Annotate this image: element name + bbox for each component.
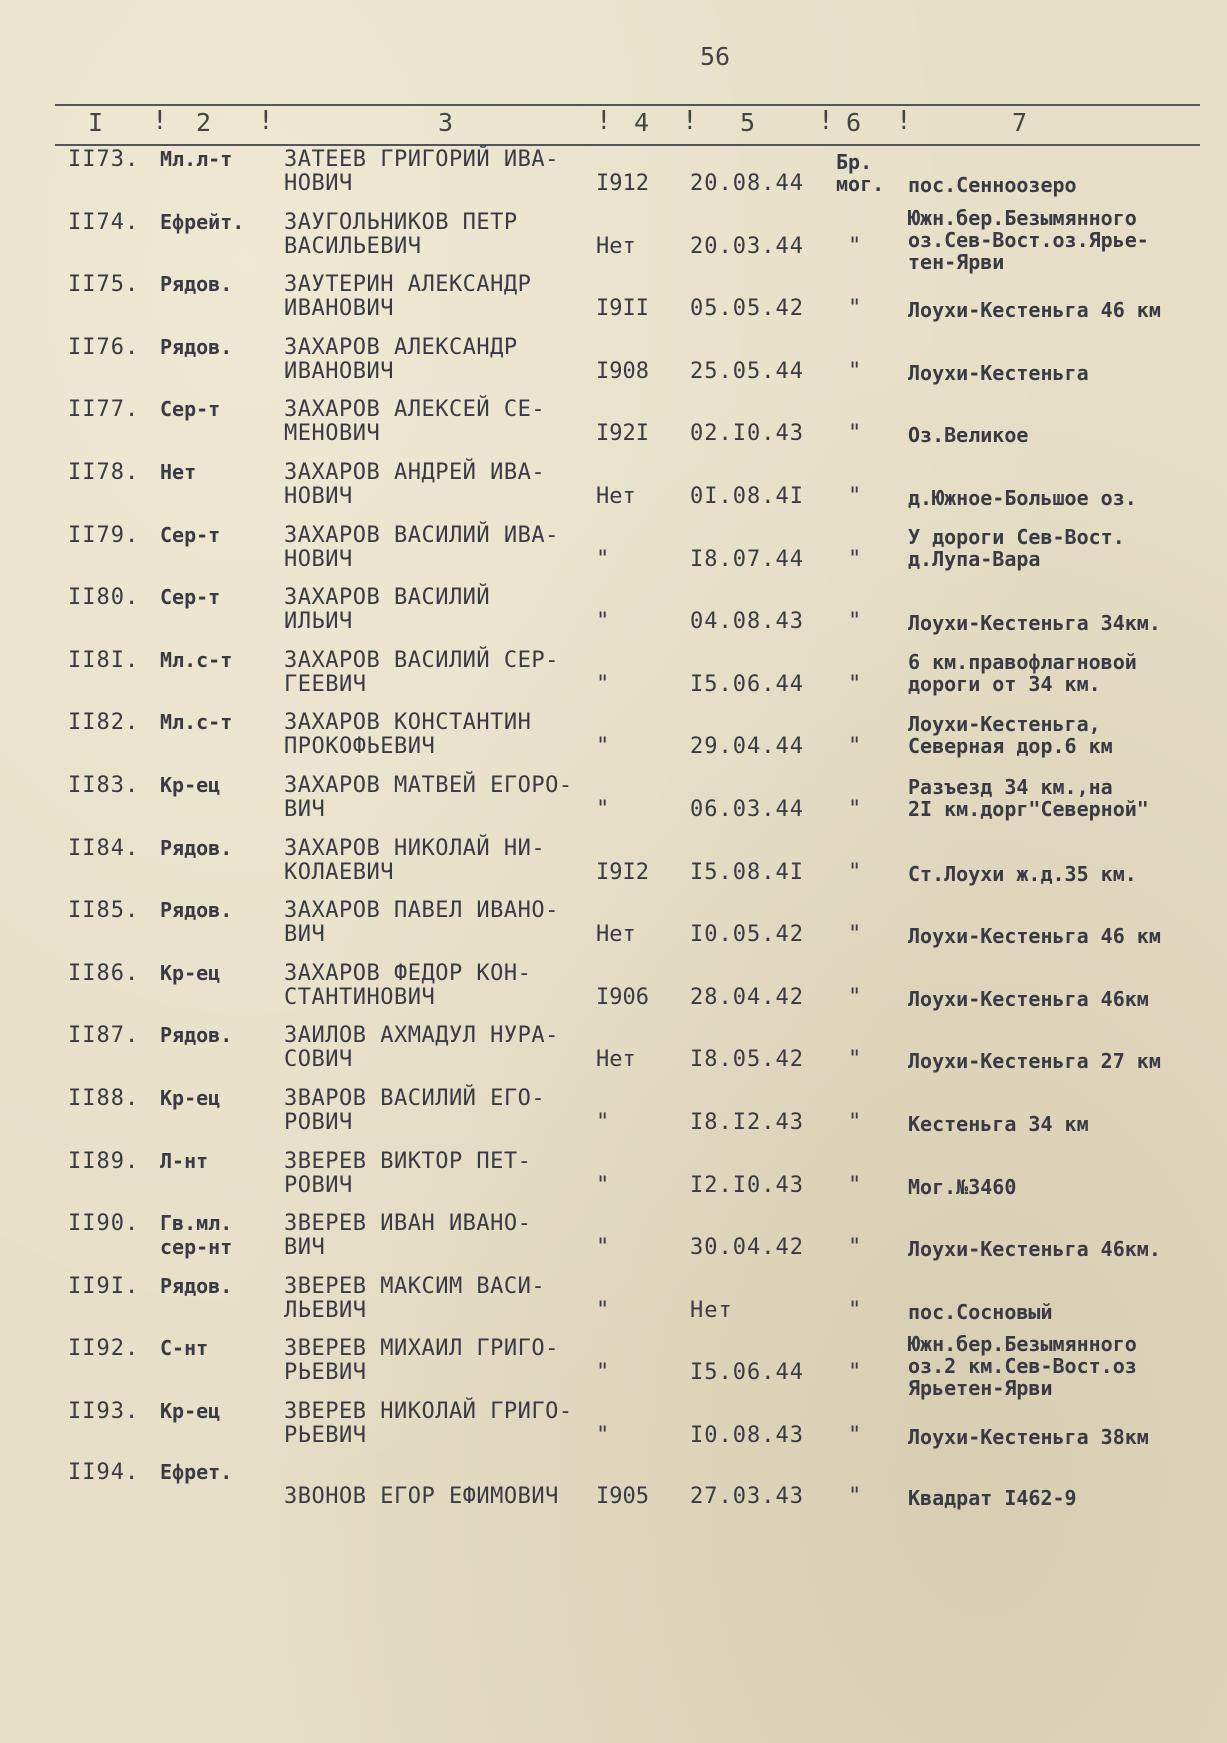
table-row (0, 960, 1227, 1022)
name-line-1: ЗАХАРОВ ФЕДОР КОН- (284, 960, 532, 986)
birth-year: " (596, 1110, 610, 1135)
death-date: I2.I0.43 (690, 1172, 804, 1198)
rank: Ефрейт. (160, 209, 245, 234)
name-line-2: СТАНТИНОВИЧ (284, 984, 436, 1010)
birth-year: I92I (596, 421, 649, 447)
record-number: II93. (68, 1399, 140, 1424)
table-header (0, 104, 1227, 144)
record-number: II78. (68, 460, 140, 485)
death-date: I8.I2.43 (690, 1110, 804, 1135)
rank: Кр-ец (160, 773, 221, 797)
grave-type: мог. (836, 172, 885, 196)
death-date: 30.04.42 (690, 1235, 804, 1261)
header-col-7: 7 (1012, 108, 1028, 137)
burial-place-line-1: Разъезд 34 км.,на (908, 775, 1113, 799)
birth-year: I9I2 (596, 859, 649, 885)
burial-place: Лоухи-Кестеньга (908, 360, 1089, 385)
birth-year: I905 (596, 1483, 649, 1509)
record-number: II74. (68, 209, 140, 235)
death-date: 25.05.44 (690, 358, 804, 384)
burial-place: Мог.№3460 (908, 1174, 1017, 1199)
death-date: I5.06.44 (690, 671, 804, 697)
death-date: I5.06.44 (690, 1360, 804, 1386)
birth-year: I908 (596, 358, 649, 384)
birth-year: " (596, 1423, 610, 1448)
burial-place: Квадрат I462-9 (908, 1485, 1077, 1510)
rank: Кр-ец (160, 960, 221, 985)
name-line-1: ЗВЕРЕВ НИКОЛАЙ ГРИГО- (284, 1399, 573, 1424)
record-number: II76. (68, 334, 140, 360)
name-line-1: ЗАХАРОВ ПАВЕЛ ИВАНО- (284, 898, 559, 924)
table-row (0, 205, 1227, 274)
grave-type: " (848, 546, 862, 572)
rank: Рядов. (160, 272, 233, 297)
table-row (0, 1210, 1227, 1272)
name-line-2: ВИЧ (284, 922, 326, 948)
rank: Сер-т (160, 585, 221, 610)
table-row (0, 396, 1227, 458)
birth-year: I906 (596, 984, 649, 1010)
burial-place-line-1: Южн.бер.Безымянного (908, 205, 1137, 230)
name-line-1: ЗАУТЕРИН АЛЕКСАНДР (284, 272, 532, 298)
birth-year: " (596, 546, 610, 572)
name-line-1: ЗАТЕЕВ ГРИГОРИЙ ИВА- (284, 147, 559, 172)
grave-type: " (848, 859, 862, 885)
name-line-2: СОВИЧ (284, 1047, 353, 1073)
death-date: 28.04.42 (690, 984, 804, 1010)
table-row (0, 897, 1227, 959)
table-row (0, 584, 1227, 646)
death-date: 05.05.42 (690, 296, 804, 322)
burial-place-line-1: 6 км.правофлагновой (908, 649, 1137, 674)
record-number: II87. (68, 1023, 140, 1049)
table-row (0, 1273, 1227, 1335)
record-number: II9I. (68, 1273, 140, 1299)
rank: С-нт (160, 1336, 209, 1361)
burial-place: Лоухи-Кестеньга 46 км (908, 298, 1161, 323)
burial-place: д.Южное-Большое оз. (908, 486, 1137, 510)
death-date: 0I.08.4I (690, 484, 804, 509)
table-row (0, 522, 1227, 584)
name-line-2: ВИЧ (284, 1235, 326, 1261)
name-line-2: РЬЕВИЧ (284, 1360, 367, 1386)
table-row (0, 1459, 1227, 1521)
name-line-1: ЗВЕРЕВ МАКСИМ ВАСИ- (284, 1273, 546, 1299)
header-separator: ! (682, 106, 698, 136)
name-line-2: ВАСИЛЬЕВИЧ (284, 233, 422, 259)
header-separator: ! (258, 106, 274, 136)
name-line-1: ЗАХАРОВ КОНСТАНТИН (284, 710, 532, 736)
birth-year: Нет (596, 484, 636, 509)
name-line-1: ЗВЕРЕВ ИВАН ИВАНО- (284, 1211, 532, 1237)
burial-place-line-1: У дороги Сев-Вост. (908, 524, 1125, 549)
name-line-1: ЗАХАРОВ ВАСИЛИЙ СЕР- (284, 647, 559, 673)
record-number: II90. (68, 1211, 140, 1237)
rank: Кр-ец (160, 1086, 221, 1110)
name-line-2: НОВИЧ (284, 546, 353, 572)
record-number: II8I. (68, 647, 140, 673)
rank: Нет (160, 460, 197, 484)
death-date: 02.I0.43 (690, 421, 804, 447)
name-line-2: РОВИЧ (284, 1172, 353, 1198)
table-row (0, 271, 1227, 333)
header-col-6: 6 (846, 108, 862, 137)
birth-year: " (596, 1172, 610, 1198)
name-line-2: ВИЧ (284, 797, 326, 822)
burial-place: пос.Сосновый (908, 1299, 1053, 1324)
name-line-1: ЗАХАРОВ АЛЕКСЕЙ СЕ- (284, 397, 546, 423)
header-separator: ! (896, 106, 912, 136)
rank: Рядов. (160, 1273, 233, 1298)
burial-place-line-2: Северная дор.6 км (908, 734, 1113, 759)
name-line-2: ИВАНОВИЧ (284, 358, 394, 384)
header-col-4: 4 (634, 108, 650, 137)
death-date: I5.08.4I (690, 859, 804, 885)
table-row (0, 647, 1227, 709)
burial-place: Лоухи-Кестеньга 34км. (908, 611, 1161, 636)
birth-year: Нет (596, 922, 636, 948)
table-row (0, 709, 1227, 771)
grave-type: " (848, 1235, 862, 1261)
birth-year: " (596, 609, 610, 635)
grave-type: " (848, 1047, 862, 1073)
grave-type: " (848, 1172, 862, 1198)
name-line-1: ЗАИЛОВ АХМАДУЛ НУРА- (284, 1023, 559, 1049)
death-date: 27.03.43 (690, 1483, 804, 1509)
burial-place-line-1: Лоухи-Кестеньга, (908, 712, 1101, 737)
death-date: 20.03.44 (690, 233, 804, 259)
name-line-1: ЗВАРОВ ВАСИЛИЙ ЕГО- (284, 1086, 546, 1111)
name-line-2: ПРОКОФЬЕВИЧ (284, 734, 436, 760)
burial-place: Лоухи-Кестеньга 27 км (908, 1049, 1161, 1074)
name-line-1: ЗАХАРОВ НИКОЛАЙ НИ- (284, 835, 546, 861)
table-row (0, 1022, 1227, 1084)
rank-line-2: сер-нт (160, 1235, 233, 1260)
birth-year: I9II (596, 296, 649, 322)
rank: Гв.мл. (160, 1211, 233, 1236)
birth-year: " (596, 671, 610, 697)
rank: Сер-т (160, 522, 221, 547)
death-date: I8.07.44 (690, 546, 804, 572)
table-row (0, 835, 1227, 897)
record-number: II94. (68, 1459, 140, 1485)
grave-type: " (848, 1360, 862, 1386)
name-line-1: ЗАХАРОВ АЛЕКСАНДР (284, 334, 518, 360)
table-row (0, 1085, 1227, 1147)
record-number: II77. (68, 397, 140, 423)
birth-year: " (596, 734, 610, 760)
header-separator: ! (596, 106, 612, 136)
table-row (0, 1332, 1227, 1401)
burial-place: Лоухи-Кестеньга 46км (908, 986, 1149, 1011)
record-number: II75. (68, 272, 140, 298)
rank: Рядов. (160, 334, 233, 359)
birth-year: Нет (596, 1047, 636, 1073)
name-line-2: ИЛЬИЧ (284, 609, 353, 635)
name-line-1: ЗАХАРОВ ВАСИЛИЙ (284, 585, 491, 611)
burial-place: Кестеньга 34 км (908, 1112, 1089, 1136)
name-line-1: ЗВЕРЕВ ВИКТОР ПЕТ- (284, 1148, 532, 1174)
burial-place-line-2: 2I км.дорг"Северной" (908, 797, 1149, 821)
table-row (0, 772, 1227, 834)
grave-type: " (848, 1483, 862, 1509)
burial-place-line-2: дороги от 34 км. (908, 671, 1101, 696)
death-date: I8.05.42 (690, 1047, 804, 1073)
death-date: 20.08.44 (690, 171, 804, 196)
rank: Мл.с-т (160, 647, 233, 672)
name-line-1: ЗАХАРОВ АНДРЕЙ ИВА- (284, 460, 546, 485)
header-col-3: 3 (438, 108, 454, 137)
grave-type: " (848, 671, 862, 697)
record-number: II73. (68, 147, 140, 172)
burial-place: Лоухи-Кестеньга 46км. (908, 1237, 1161, 1262)
name-line-2: ЛЬЕВИЧ (284, 1297, 367, 1323)
rank: Мл.л-т (160, 147, 233, 171)
grave-type: " (848, 358, 862, 384)
grave-type: " (848, 233, 862, 259)
name-line-2: НОВИЧ (284, 484, 353, 509)
name-line-1: ЗАХАРОВ ВАСИЛИЙ ИВА- (284, 522, 559, 548)
rank: Кр-ец (160, 1399, 221, 1423)
grave-type: " (848, 296, 862, 322)
burial-place: Лоухи-Кестеньга 46 км (908, 924, 1161, 949)
death-date: I0.05.42 (690, 922, 804, 948)
record-number: II82. (68, 710, 140, 736)
name-line-2: ИВАНОВИЧ (284, 296, 394, 322)
record-number: II84. (68, 835, 140, 861)
table-row (0, 1148, 1227, 1210)
rank: Рядов. (160, 835, 233, 860)
death-date: I0.08.43 (690, 1423, 804, 1448)
rank: Ефрет. (160, 1459, 233, 1484)
rank: Рядов. (160, 898, 233, 923)
birth-year: " (596, 1235, 610, 1261)
record-number: II80. (68, 585, 140, 611)
header-col-5: 5 (740, 108, 756, 137)
grave-type: " (848, 1423, 862, 1448)
grave-type: " (848, 734, 862, 760)
grave-type: " (848, 1110, 862, 1135)
burial-place: Лоухи-Кестеньга 38км (908, 1425, 1149, 1449)
rank: Мл.с-т (160, 710, 233, 735)
rank: Л-нт (160, 1148, 209, 1173)
table-row (0, 1398, 1227, 1460)
record-number: II88. (68, 1086, 140, 1111)
rank: Сер-т (160, 397, 221, 422)
death-date: 04.08.43 (690, 609, 804, 635)
grave-type: " (848, 1297, 862, 1323)
name-line-2: КОЛАЕВИЧ (284, 859, 394, 885)
table-row (0, 334, 1227, 396)
burial-place: Оз.Великое (908, 423, 1029, 448)
grave-type-line-1: Бр. (836, 150, 873, 174)
death-date: Нет (690, 1297, 733, 1323)
burial-place-line-2: оз.Сев-Вост.оз.Ярье- (908, 227, 1149, 252)
header-separator: ! (152, 106, 168, 136)
burial-place-line-3: Ярьетен-Ярви (908, 1376, 1053, 1401)
record-number: II79. (68, 522, 140, 548)
table-row (0, 459, 1227, 521)
grave-type: " (848, 484, 862, 509)
name-line-2: ГЕЕВИЧ (284, 671, 367, 697)
record-number: II92. (68, 1336, 140, 1362)
full-name: ЗВОНОВ ЕГОР ЕФИМОВИЧ (284, 1483, 559, 1509)
birth-year: " (596, 797, 610, 822)
record-number: II83. (68, 773, 140, 798)
burial-place-line-2: д.Лупа-Вара (908, 546, 1041, 571)
birth-year: I912 (596, 171, 649, 196)
grave-type: " (848, 609, 862, 635)
table-row (0, 146, 1227, 208)
birth-year: Нет (596, 233, 636, 259)
burial-place-line-3: тен-Ярви (908, 249, 1005, 274)
page-number: 56 (700, 42, 731, 71)
burial-place: Ст.Лоухи ж.д.35 км. (908, 861, 1137, 886)
birth-year: " (596, 1297, 610, 1323)
burial-place-line-2: оз.2 км.Сев-Вост.оз (908, 1354, 1137, 1379)
name-line-2: РЬЕВИЧ (284, 1423, 367, 1448)
name-line-2: НОВИЧ (284, 171, 353, 196)
name-line-2: МЕНОВИЧ (284, 421, 381, 447)
record-number: II85. (68, 898, 140, 924)
name-line-1: ЗВЕРЕВ МИХАИЛ ГРИГО- (284, 1336, 559, 1362)
record-number: II89. (68, 1148, 140, 1174)
header-col-2: 2 (196, 108, 212, 137)
name-line-1: ЗАХАРОВ МАТВЕЙ ЕГОРО- (284, 773, 573, 798)
grave-type: " (848, 922, 862, 948)
header-separator: ! (818, 106, 834, 136)
name-line-1: ЗАУГОЛЬНИКОВ ПЕТР (284, 209, 518, 235)
grave-type: " (848, 797, 862, 822)
grave-type: " (848, 421, 862, 447)
birth-year: " (596, 1360, 610, 1386)
grave-type: " (848, 984, 862, 1010)
record-number: II86. (68, 960, 140, 986)
name-line-2: РОВИЧ (284, 1110, 353, 1135)
death-date: 29.04.44 (690, 734, 804, 760)
burial-place: пос.Сенноозеро (908, 173, 1077, 197)
rank: Рядов. (160, 1023, 233, 1048)
death-date: 06.03.44 (690, 797, 804, 822)
burial-place-line-1: Южн.бер.Безымянного (908, 1332, 1137, 1357)
header-col-1: I (88, 108, 104, 137)
